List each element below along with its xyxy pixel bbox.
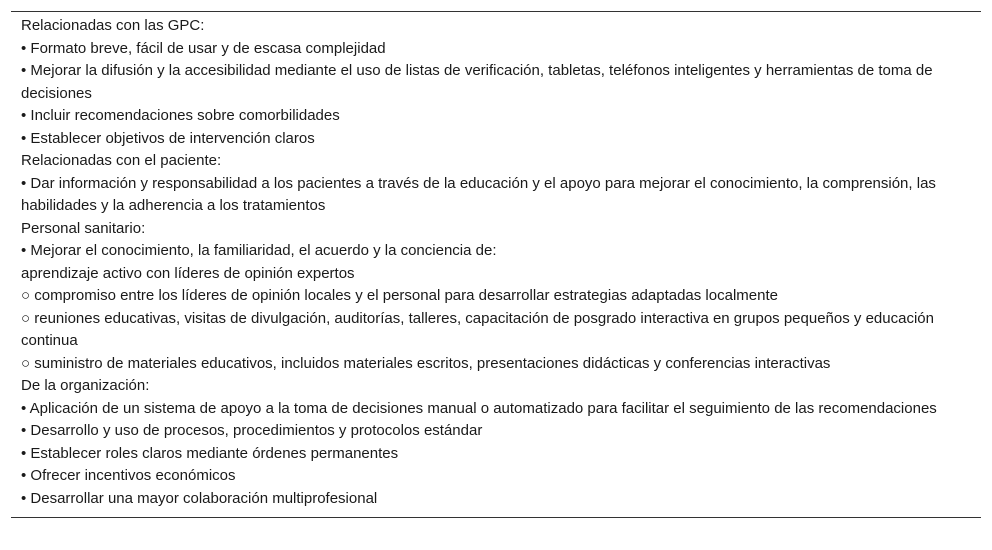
sub-list-item: ○ suministro de materiales educativos, incluidos materiales escritos, presentaciones didácticas y conferencias interactivas [21, 354, 831, 372]
list-item: • Establecer objetivos de intervención claros [21, 129, 315, 147]
list-item: • Formato breve, fácil de usar y de escasa complejidad [21, 39, 386, 57]
sub-list-item: ○ compromiso entre los líderes de opinión locales y el personal para desarrollar estrategias adaptadas localmente [21, 287, 778, 304]
list-item: • Dar información y responsabilidad a los pacientes a través de la educación y el apoyo para mejorar el conocimiento, la comprensión, las habilidades y la adherencia a los tratamientos [21, 174, 936, 214]
list-item: • Incluir recomendaciones sobre comorbilidades [21, 107, 340, 124]
list-item: aprendizaje activo con líderes de opinión expertos [21, 264, 355, 282]
section-heading-organization: De la organización: [21, 377, 150, 394]
list-item: • Desarrollo y uso de procesos, procedimientos y protocolos estándar [21, 422, 483, 439]
section-heading-patient: Relacionadas con el paciente: [21, 152, 222, 169]
recommendations-table [11, 11, 981, 518]
list-item: • Ofrecer incentivos económicos [21, 467, 236, 484]
section-heading-gpc: Relacionadas con las GPC: [21, 17, 205, 34]
list-item: • Aplicación de un sistema de apoyo a la toma de decisiones manual o automatizado para facilitar el seguimiento de las recomendaciones [21, 399, 937, 417]
sub-list-item: ○ reuniones educativas, visitas de divulgación, auditorías, talleres, capacitación de posgrado interactiva en grupos pequeños y educación continua [21, 309, 934, 349]
list-item: • Mejorar el conocimiento, la familiaridad, el acuerdo y la conciencia de: [21, 242, 497, 259]
list-item: • Desarrollar una mayor colaboración multiprofesional [21, 489, 378, 507]
section-heading-staff: Personal sanitario: [21, 219, 146, 237]
list-item: • Mejorar la difusión y la accesibilidad mediante el uso de listas de verificación, tabletas, teléfonos inteligentes y herramientas de toma de decisiones [21, 62, 933, 102]
list-item: • Establecer roles claros mediante órdenes permanentes [21, 444, 399, 462]
